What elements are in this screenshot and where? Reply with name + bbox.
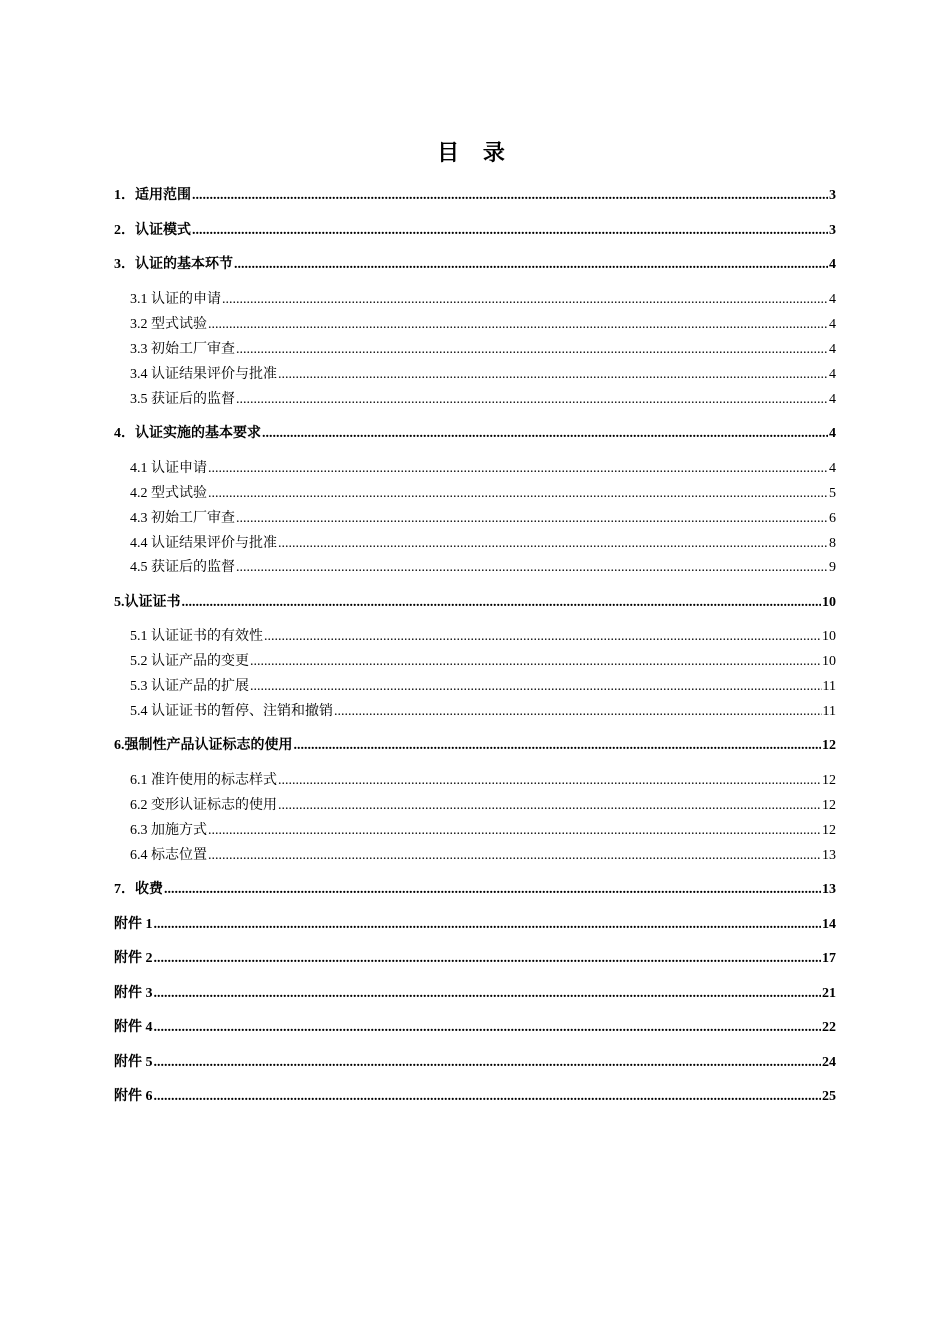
toc-entry[interactable] bbox=[130, 702, 836, 722]
toc-entry-label: 3．认证的基本环节 bbox=[114, 257, 233, 272]
toc-entry-label: 3.5 获证后的监督 bbox=[130, 392, 235, 407]
toc-page-number: 21 bbox=[822, 986, 836, 1001]
toc-leader-dots bbox=[154, 1087, 822, 1107]
toc-page-number: 4 bbox=[829, 392, 836, 407]
toc-page-number: 11 bbox=[822, 679, 836, 694]
toc-page-number: 12 bbox=[822, 798, 836, 813]
toc-entry[interactable] bbox=[130, 677, 836, 697]
toc-leader-dots bbox=[208, 484, 828, 504]
toc-entry[interactable] bbox=[130, 390, 836, 410]
toc-entry[interactable] bbox=[130, 846, 836, 866]
toc-leader-dots bbox=[164, 880, 821, 900]
toc-leader-dots bbox=[236, 558, 828, 578]
toc-entry-label: 5.1 认证证书的有效性 bbox=[130, 629, 263, 644]
toc-page-number: 4 bbox=[829, 367, 836, 382]
toc-entry[interactable] bbox=[114, 1087, 836, 1107]
toc-entry-label: 3.2 型式试验 bbox=[130, 317, 207, 332]
toc-entry[interactable] bbox=[114, 424, 836, 444]
toc-page-number: 4 bbox=[829, 342, 836, 357]
toc-leader-dots bbox=[264, 627, 821, 647]
toc-leader-dots bbox=[278, 771, 821, 791]
toc-entry-label: 6.3 加施方式 bbox=[130, 823, 207, 838]
toc-page-number: 6 bbox=[829, 511, 836, 526]
toc-entry-label: 4.3 初始工厂审查 bbox=[130, 511, 235, 526]
toc-page-number: 10 bbox=[822, 654, 836, 669]
toc-page-number: 10 bbox=[822, 629, 836, 644]
toc-leader-dots bbox=[250, 677, 822, 697]
toc-page-number: 4 bbox=[829, 426, 836, 441]
toc-entry[interactable] bbox=[114, 186, 836, 206]
toc-entry-label: 5.3 认证产品的扩展 bbox=[130, 679, 249, 694]
toc-entry[interactable] bbox=[130, 484, 836, 504]
toc-entry-label: 附件 1 bbox=[114, 917, 153, 932]
toc-leader-dots bbox=[236, 509, 828, 529]
toc-entry[interactable] bbox=[130, 365, 836, 385]
toc-entry[interactable] bbox=[130, 340, 836, 360]
toc-page-number: 14 bbox=[822, 917, 836, 932]
toc-page-number: 4 bbox=[829, 461, 836, 476]
toc-page-number: 24 bbox=[822, 1055, 836, 1070]
toc-page-number: 10 bbox=[822, 595, 836, 610]
toc-leader-dots bbox=[154, 915, 822, 935]
toc-page-number: 25 bbox=[822, 1089, 836, 1104]
toc-page-number: 4 bbox=[829, 257, 836, 272]
toc-entry-label: 2．认证模式 bbox=[114, 223, 191, 238]
toc-page-number: 3 bbox=[829, 188, 836, 203]
toc-entry-label: 4.2 型式试验 bbox=[130, 486, 207, 501]
toc-entry-label: 附件 2 bbox=[114, 951, 153, 966]
toc-entry-label: 附件 6 bbox=[114, 1089, 153, 1104]
toc-title: 目 录 bbox=[437, 141, 513, 166]
toc-page-number: 4 bbox=[829, 292, 836, 307]
toc-leader-dots bbox=[154, 1018, 822, 1038]
toc-entry[interactable] bbox=[130, 652, 836, 672]
toc-leader-dots bbox=[154, 984, 822, 1004]
toc-page-number: 22 bbox=[822, 1020, 836, 1035]
toc-entry[interactable] bbox=[114, 949, 836, 969]
toc-entry[interactable] bbox=[130, 459, 836, 479]
toc-leader-dots bbox=[154, 949, 822, 969]
toc-entry-label: 4.4 认证结果评价与批准 bbox=[130, 536, 277, 551]
toc-entry-label: 6.4 标志位置 bbox=[130, 848, 207, 863]
toc-leader-dots bbox=[182, 593, 822, 613]
toc-leader-dots bbox=[154, 1053, 822, 1073]
toc-leader-dots bbox=[236, 390, 828, 410]
toc-entry[interactable] bbox=[130, 290, 836, 310]
toc-page-number: 9 bbox=[829, 560, 836, 575]
toc-entry-label: 4.1 认证申请 bbox=[130, 461, 207, 476]
toc-leader-dots bbox=[236, 340, 828, 360]
toc-entry-label: 6.1 准许使用的标志样式 bbox=[130, 773, 277, 788]
toc-entry[interactable] bbox=[114, 1053, 836, 1073]
toc-leader-dots bbox=[334, 702, 822, 722]
toc-leader-dots bbox=[250, 652, 821, 672]
toc-leader-dots bbox=[208, 459, 828, 479]
toc-leader-dots bbox=[222, 290, 828, 310]
toc-entry[interactable] bbox=[130, 821, 836, 841]
toc-leader-dots bbox=[208, 315, 828, 335]
toc-page-number: 4 bbox=[829, 317, 836, 332]
toc-entry[interactable] bbox=[130, 771, 836, 791]
toc-entry[interactable] bbox=[130, 558, 836, 578]
toc-entry[interactable] bbox=[114, 593, 836, 613]
toc-entry-label: 1．适用范围 bbox=[114, 188, 191, 203]
toc-page-number: 3 bbox=[829, 223, 836, 238]
toc-entry[interactable] bbox=[130, 796, 836, 816]
toc-entry-label: 6.强制性产品认证标志的使用 bbox=[114, 738, 293, 753]
toc-page-number: 8 bbox=[829, 536, 836, 551]
toc-leader-dots bbox=[192, 186, 828, 206]
toc-entry-label: 附件 3 bbox=[114, 986, 153, 1001]
toc-entry-label: 3.1 认证的申请 bbox=[130, 292, 221, 307]
toc-entry[interactable] bbox=[114, 255, 836, 275]
toc-entry[interactable] bbox=[114, 1018, 836, 1038]
toc-entry[interactable] bbox=[130, 534, 836, 554]
toc-entry-label: 5.认证证书 bbox=[114, 595, 181, 610]
toc-entry-label: 3.4 认证结果评价与批准 bbox=[130, 367, 277, 382]
toc-page-number: 12 bbox=[822, 773, 836, 788]
toc-entry-label: 4．认证实施的基本要求 bbox=[114, 426, 261, 441]
toc-page-number: 12 bbox=[822, 823, 836, 838]
toc-entry-label: 3.3 初始工厂审查 bbox=[130, 342, 235, 357]
toc-page-number: 17 bbox=[822, 951, 836, 966]
toc-entry[interactable] bbox=[130, 315, 836, 335]
toc-entry-label: 7．收费 bbox=[114, 882, 163, 897]
toc-leader-dots bbox=[278, 796, 821, 816]
toc-leader-dots bbox=[208, 821, 821, 841]
toc-entry-label: 4.5 获证后的监督 bbox=[130, 560, 235, 575]
toc-leader-dots bbox=[294, 736, 822, 756]
toc-entry-label: 附件 4 bbox=[114, 1020, 153, 1035]
toc-leader-dots bbox=[278, 365, 828, 385]
toc-page-number: 5 bbox=[829, 486, 836, 501]
toc-leader-dots bbox=[234, 255, 828, 275]
toc-page-number: 11 bbox=[822, 704, 836, 719]
toc-leader-dots bbox=[208, 846, 821, 866]
toc-entry[interactable] bbox=[114, 984, 836, 1004]
toc-entry-label: 5.4 认证证书的暂停、注销和撤销 bbox=[130, 704, 333, 719]
toc-leader-dots bbox=[262, 424, 828, 444]
toc-page-number: 13 bbox=[822, 848, 836, 863]
toc-page-number: 13 bbox=[822, 882, 836, 897]
toc-entry-label: 附件 5 bbox=[114, 1055, 153, 1070]
toc-entry[interactable] bbox=[130, 509, 836, 529]
toc-entry[interactable] bbox=[114, 915, 836, 935]
toc-entry-label: 5.2 认证产品的变更 bbox=[130, 654, 249, 669]
toc-entry[interactable] bbox=[114, 880, 836, 900]
toc-entry-label: 6.2 变形认证标志的使用 bbox=[130, 798, 277, 813]
toc-entry[interactable] bbox=[130, 627, 836, 647]
toc-entry[interactable] bbox=[114, 736, 836, 756]
toc-entry[interactable] bbox=[114, 221, 836, 241]
toc-page-number: 12 bbox=[822, 738, 836, 753]
toc-leader-dots bbox=[192, 221, 828, 241]
toc-leader-dots bbox=[278, 534, 828, 554]
